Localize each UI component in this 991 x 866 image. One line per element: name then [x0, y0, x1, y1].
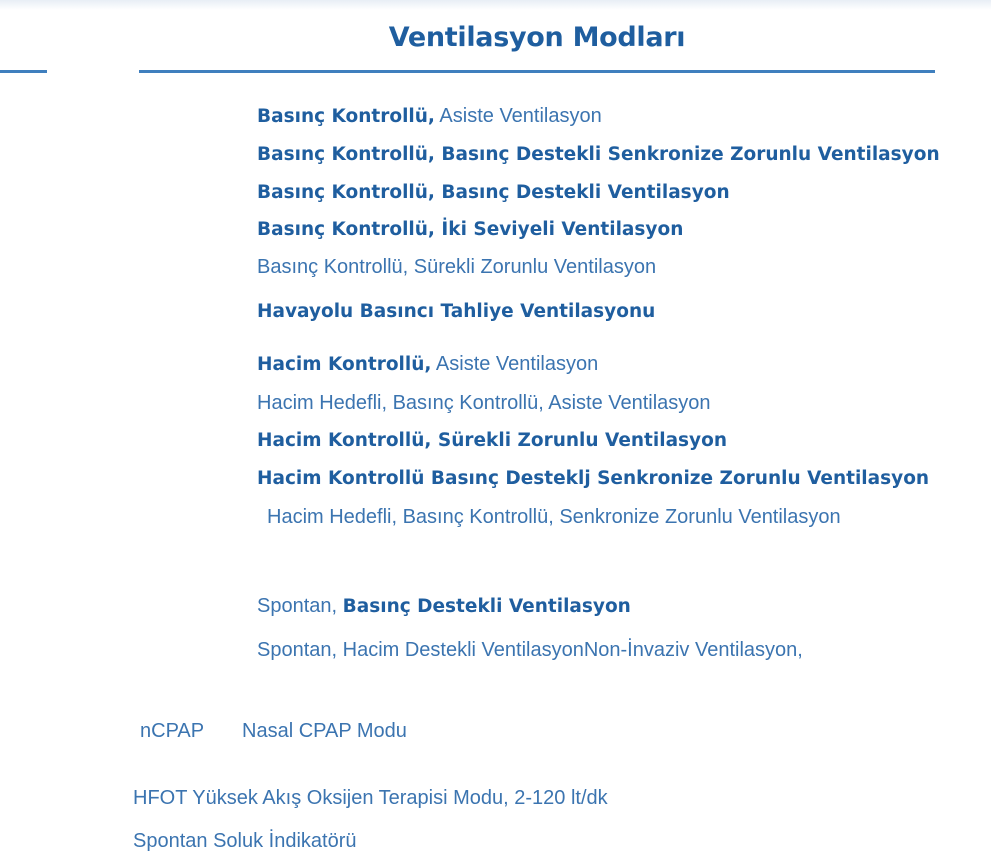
ncpap-description: Nasal CPAP Modu: [242, 720, 407, 742]
top-fade: [0, 0, 991, 10]
spontaneous-breath-indicator: Spontan Soluk İndikatörü: [133, 830, 357, 852]
mode-description: Basınç Kontrollü, İki Seviyeli Ventilasyon: [257, 219, 684, 240]
mode-description: Hacim Hedefli, Basınç Kontrollü, Senkronize Zorunlu Ventilasyon: [267, 506, 841, 528]
hfot-line: HFOT Yüksek Akış Oksijen Terapisi Modu, 2-120 lt/dk: [133, 787, 608, 809]
mode-description: Basınç Kontrollü, Sürekli Zorunlu Ventilasyon: [257, 256, 657, 278]
mode-description: Havayolu Basıncı Tahliye Ventilasyonu: [257, 301, 656, 322]
mode-description: Hacim Kontrollü, Asiste Ventilasyon: [257, 353, 599, 375]
mode-description: Hacim Kontrollü Basınç Desteklj Senkronize Zorunlu Ventilasyon: [257, 468, 930, 489]
mode-description: Spontan, Hacim Destekli VentilasyonNon-İnvaziv Ventilasyon,: [257, 639, 803, 661]
mode-description: Spontan, Basınç Destekli Ventilasyon: [257, 595, 631, 617]
title-rule-right: [139, 70, 935, 73]
mode-description: Basınç Kontrollü, Basınç Destekli Senkronize Zorunlu Ventilasyon: [257, 144, 940, 165]
mode-description: Basınç Kontrollü, Asiste Ventilasyon: [257, 105, 602, 127]
ncpap-code: nCPAP: [140, 720, 205, 742]
title-rule-left: [0, 70, 47, 73]
mode-description: Hacim Hedefli, Basınç Kontrollü, Asiste Ventilasyon: [257, 392, 711, 414]
mode-description: Hacim Kontrollü, Sürekli Zorunlu Ventilasyon: [257, 430, 727, 451]
page-title: Ventilasyon Modları: [388, 22, 686, 53]
mode-description: Basınç Kontrollü, Basınç Destekli Ventilasyon: [257, 182, 730, 203]
